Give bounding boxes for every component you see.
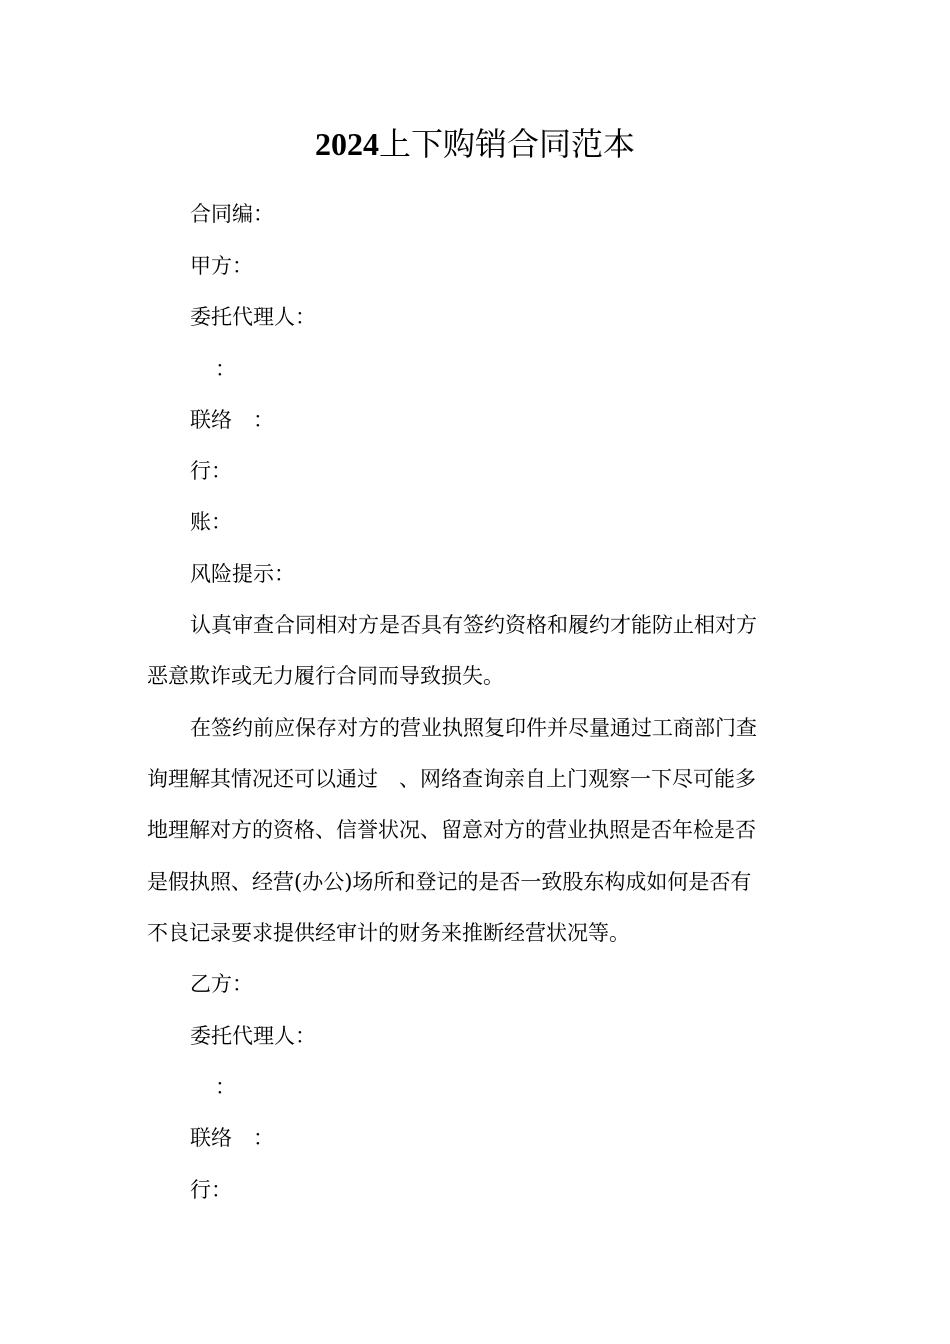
risk-paragraph-2-line-2: 询理解其情况还可以通过 、网络查询亲自上门观察一下尽可能多 bbox=[147, 767, 756, 791]
party-a-bank-label: 行： bbox=[190, 459, 232, 483]
risk-paragraph-1-line-1: 认真审查合同相对方是否具有签约资格和履约才能防止相对方 bbox=[190, 613, 757, 637]
risk-paragraph-2-line-3: 地理解对方的资格、信誉状况、留意对方的营业执照是否年检是否 bbox=[147, 818, 756, 842]
risk-paragraph-2-line-5: 不良记录要求提供经审计的财务来推断经营状况等。 bbox=[147, 921, 630, 945]
party-a-agent-label: 委托代理人： bbox=[190, 305, 316, 329]
party-b-label: 乙方： bbox=[190, 972, 253, 996]
risk-paragraph-2-line-4: 是假执照、经营(办公)场所和登记的是否一致股东构成如何是否有 bbox=[147, 870, 752, 894]
party-a-contact-label: 联络 ： bbox=[190, 408, 274, 432]
party-b-bank-label: 行： bbox=[190, 1178, 232, 1202]
contract-number-label: 合同编： bbox=[190, 202, 274, 226]
risk-paragraph-1-line-2: 恶意欺诈或无力履行合同而导致损失。 bbox=[147, 664, 504, 688]
party-a-label: 甲方： bbox=[190, 254, 253, 278]
party-a-colon-line: ： bbox=[215, 357, 236, 381]
document-title bbox=[0, 122, 950, 166]
party-a-account-label: 账： bbox=[190, 510, 232, 534]
party-b-agent-label: 委托代理人： bbox=[190, 1024, 316, 1048]
title-text: 上下购销合同范本 bbox=[378, 125, 635, 163]
party-b-contact-label: 联络 ： bbox=[190, 1126, 274, 1150]
risk-heading: 风险提示： bbox=[190, 562, 295, 586]
risk-paragraph-2-line-1: 在签约前应保存对方的营业执照复印件并尽量通过工商部门查 bbox=[190, 716, 757, 740]
party-b-colon-line: ： bbox=[215, 1075, 236, 1099]
title-year: 2024 bbox=[314, 126, 379, 162]
